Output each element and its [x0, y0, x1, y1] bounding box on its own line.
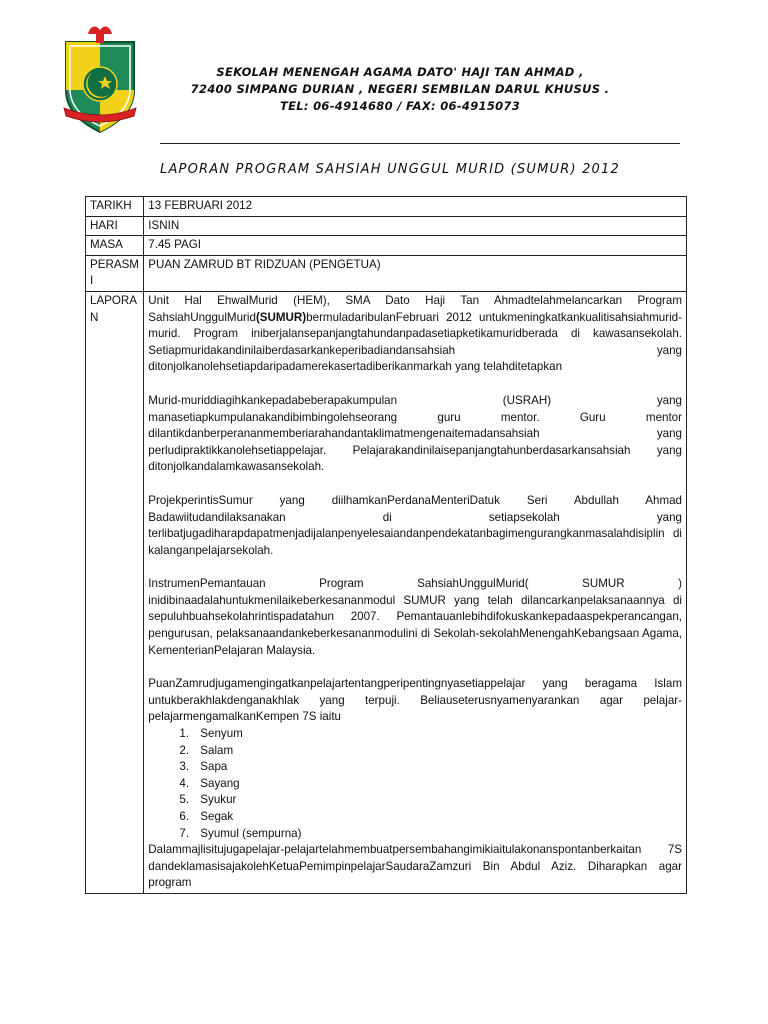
report-paragraph-2: Murid-muriddiagihkankepadabeberapakumpulan (USRAH) yang manasetiapkumpulanakandibimbingolehseorang guru mentor. Guru mentor dilantikdanberperananmemberiarahandantaklimatmengenaitemadansahsiah yang perludipraktikkanolehsetiappelajar. Pelajarakandinilaisepanjangtahunberdasarkansahsiah yang ditonjolkandalamkawasansekolah. — [148, 393, 682, 474]
school-crest-logo — [60, 24, 140, 136]
school-contact: TEL: 06-4914680 / FAX: 06-4915073 — [279, 99, 521, 113]
table-row — [86, 255, 687, 291]
school-address: 72400 SIMPANG DURIAN , NEGERI SEMBILAN DARUL KHUSUS . — [190, 82, 610, 96]
report-paragraph-4: InstrumenPemantauan Program SahsiahUnggulMurid( SUMUR ) inidibinaadalahuntukmenilaikeberkesananmodul SUMUR yang telah dilancarkanpelaksanaannya di sepuluhbuahsekolahrintispadatahun 2007. Pemantauanlebihdifokuskankepadaaspekperancangan, pengurusan, pelaksanaandankeberkesananmodulini di Sekolah-sekolahMenengahKebangsaan Agama, KementerianPelajaran Malaysia. — [148, 577, 682, 657]
report-paragraph-3: ProjekperintisSumur yang diilhamkanPerdanaMenteriDatuk Seri Abdullah Ahmad Badawiitudandilaksanakan di setiapsekolah yang terlibatjugadiharapdapatmenjadijalanpenyelesaiandanpendekatanbagimengurangkanmasalahdisiplin di kalanganpelajarsekolah. — [148, 493, 682, 557]
report-body — [144, 291, 687, 893]
row-value-tarikh: 13 FEBRUARI 2012 — [144, 197, 687, 217]
list-item: 4. Sayang — [192, 776, 682, 793]
sumur-bold-text: (SUMUR) — [255, 310, 307, 324]
list-item: 3. Sapa — [192, 759, 682, 776]
table-row — [86, 197, 687, 217]
list-item: 6. Segak — [192, 809, 682, 826]
document-title: LAPORAN PROGRAM SAHSIAH UNGGUL MURID (SUMUR) 2012 — [160, 162, 620, 177]
list-item: 2. Salam — [192, 743, 682, 760]
row-value-hari: ISNIN — [144, 216, 687, 236]
row-value-masa: 7.45 PAGI — [144, 236, 687, 256]
row-label-masa: MASA — [86, 236, 144, 256]
report-paragraph-6: Dalammajlisitujugapelajar-pelajartelahmembuatpersembahangimikiaitulakonanspontanberkaitan 7S dandeklamasisajakolehKetuaPemimpinpelajarSaudaraZamzuri Bin Abdul Aziz. Diharapkan agar program — [148, 843, 682, 890]
table-row-report — [86, 291, 687, 893]
row-label-hari: HARI — [86, 216, 144, 236]
row-value-perasmi: PUAN ZAMRUD BT RIDZUAN (PENGETUA) — [144, 255, 687, 291]
list-item: 5. Syukur — [192, 792, 682, 809]
list-item: 7. Syumul (sempurna) — [192, 826, 682, 843]
table-row — [86, 236, 687, 256]
school-name: SEKOLAH MENENGAH AGAMA DATO' HAJI TAN AHMAD , — [216, 65, 584, 79]
school-header — [150, 64, 650, 115]
report-table — [85, 196, 687, 894]
kempen-7s-list — [148, 726, 682, 842]
row-label-tarikh: TARIKH — [86, 197, 144, 217]
table-row — [86, 216, 687, 236]
row-label-perasmi: PERASMI — [86, 255, 144, 291]
header-divider — [160, 143, 680, 144]
row-label-laporan: LAPORAN — [86, 291, 144, 893]
report-paragraph-1: Unit Hal EhwalMurid (HEM), SMA Dato Haji Tan Ahmadtelahmelancarkan Program SahsiahUnggulMurid(SUMUR)bermuladaribulanFebruari 2012 untukmeningkatkankualitisahsiahmurid-murid. Program iniberjalansepanjangtahundanpadasetiapketikamuridberada di kawasansekolah. Setiapmuridakandinilaiberdasarkankeperibadiandansahsiah yang ditonjolkanolehsetiapdaripadamerekasertadiberikanmarkah yang telahditetapkan — [148, 293, 682, 374]
list-item: 1. Senyum — [192, 726, 682, 743]
report-paragraph-5: PuanZamrudjugamengingatkanpelajartentangperipentingnyasetiappelajar yang beragama Islam untukberakhlakdenganakhlak yang terpuji. Beliauseterusnyamenyarankan agar pelajar-pelajarmengamalkanKempen 7S iaitu — [148, 677, 682, 724]
